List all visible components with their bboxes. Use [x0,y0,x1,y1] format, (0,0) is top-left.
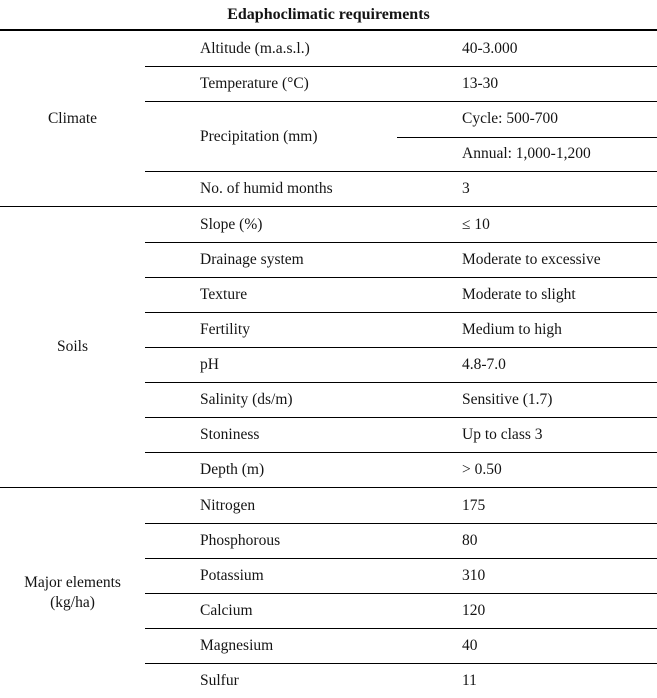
param-cell: Temperature (°C) [200,75,309,92]
param-cell: Texture [200,286,248,303]
value-cell: 80 [462,532,478,549]
group-label-text: Climate [47,109,98,127]
param-cell: Phosphorous [200,532,281,549]
param-cell: Precipitation (mm) [200,127,318,145]
table-row [145,31,657,66]
major-elements-rows [145,488,657,698]
section-soils [0,207,657,488]
value-cell: 3 [462,180,470,197]
value-cell-cycle: Cycle: 500-700 [462,110,558,128]
param-cell: Depth (m) [200,461,265,478]
group-label-line1: Major elements [24,574,121,591]
param-cell: Nitrogen [200,496,256,514]
value-cell: 310 [462,567,486,584]
table-row [145,347,657,382]
table-row [145,558,657,593]
group-label-climate [0,31,145,206]
table-row [145,452,657,487]
table-row [145,66,657,101]
param-cell: Salinity (ds/m) [200,391,293,408]
table-row [145,312,657,347]
param-cell: pH [200,356,219,373]
value-cell: ≤ 10 [462,215,490,233]
climate-rows [145,31,657,206]
param-cell: Potassium [200,567,264,584]
value-cell: Moderate to slight [462,286,576,303]
value-cell: 120 [462,602,486,619]
value-cell: 13-30 [462,75,499,92]
group-label-text: Soils [56,338,88,355]
value-cell: > 0.50 [462,461,502,478]
table-title: Edaphoclimatic requirements [0,0,657,31]
table-row [145,628,657,663]
section-major-elements [0,488,657,698]
table-row [145,171,657,206]
group-label-major-elements [0,488,145,698]
value-cell: Up to class 3 [462,426,543,443]
table-row [145,593,657,628]
value-cell: Medium to high [462,321,562,338]
table-row [145,382,657,417]
table-row [145,417,657,452]
param-cell: Drainage system [200,251,304,268]
value-cell: 175 [462,496,486,514]
value-cell: Moderate to excessive [462,251,601,268]
section-climate [0,31,657,207]
precipitation-values [397,102,657,171]
value-cell: Sensitive (1.7) [462,391,553,408]
table-row [145,277,657,312]
param-cell: Calcium [200,602,253,619]
group-label-soils [0,207,145,487]
param-cell: Slope (%) [200,215,263,233]
group-label-line2: (kg/ha) [50,594,95,611]
value-cell: 40 [462,637,478,654]
param-cell: Magnesium [200,637,274,654]
value-cell-annual: Annual: 1,000-1,200 [397,137,657,172]
param-cell: Sulfur [200,672,239,689]
soils-rows [145,207,657,487]
table-row [145,663,657,698]
table-row [145,523,657,558]
table-row-precipitation [145,101,657,171]
param-cell: Fertility [200,321,250,338]
param-cell: Altitude (m.a.s.l.) [200,39,310,57]
table-row [145,488,657,523]
table-row [145,207,657,242]
value-cell: 40-3.000 [462,39,518,57]
table-row [145,242,657,277]
param-cell: Stoniness [200,426,260,443]
value-cell: 11 [462,672,477,689]
value-cell: 4.8-7.0 [462,356,506,373]
param-cell: No. of humid months [200,180,333,197]
